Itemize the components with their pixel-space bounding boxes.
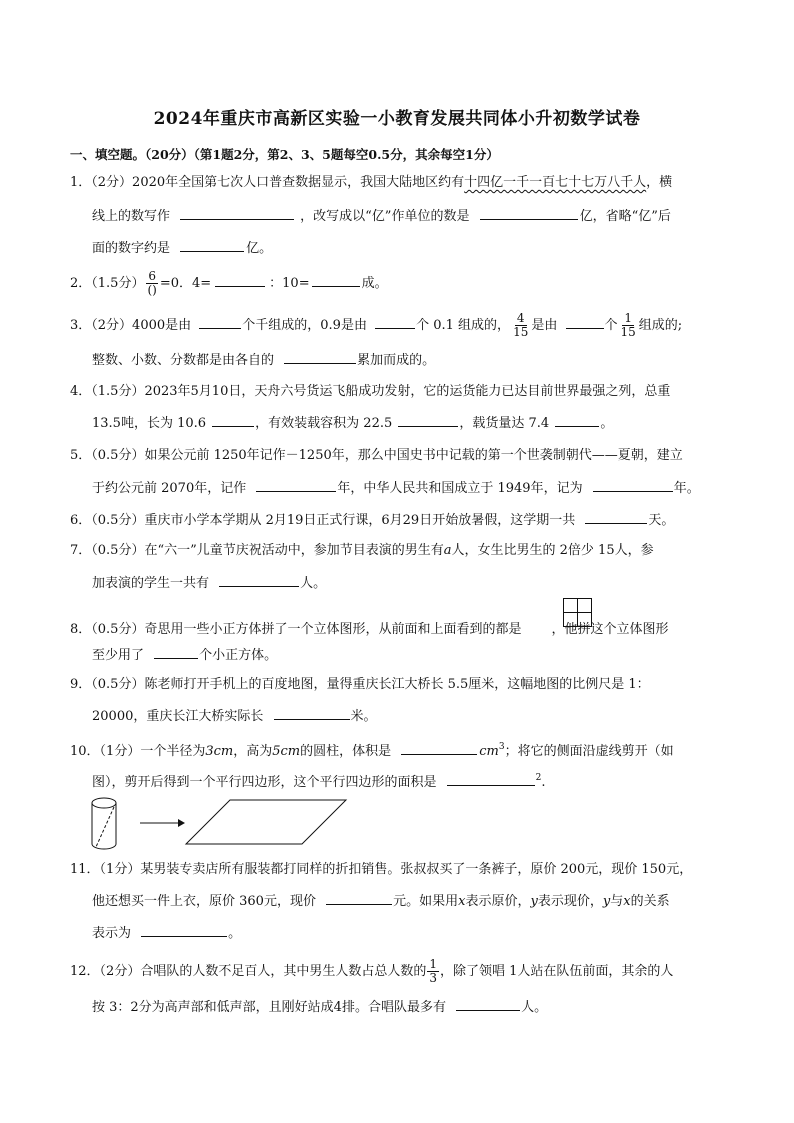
q5-text: 年。 (673, 481, 700, 496)
fraction-denominator: () (147, 283, 157, 297)
q11-text: 表示为 (92, 926, 132, 941)
q8-text: 个小正方体。 (199, 648, 278, 663)
fraction (511, 312, 530, 339)
q11-text: 表示原价， (465, 894, 531, 909)
q11-text: 。 (228, 926, 242, 941)
answer-blank[interactable] (585, 511, 647, 524)
q1-line2 (92, 207, 671, 226)
q7-variable: a (443, 543, 452, 558)
q12-text: ，除了领唱 1人站在队伍前面，其余的人 (439, 964, 674, 979)
q10-superscript: 3 (498, 742, 505, 752)
q11-variable-y: y (602, 894, 611, 909)
fraction (145, 270, 158, 297)
answer-blank[interactable] (312, 274, 360, 287)
section-heading: 一、填空题。（20分）（第1题2分，第2、3、5题每空0.5分，其余每空1分） (70, 147, 499, 162)
q2-text: 成。 (361, 276, 388, 291)
q1-text: ，改写成以“亿”作单位的数是 (300, 209, 470, 224)
q3-text: 累加而成的。 (357, 353, 436, 368)
q11-variable-x: x (458, 894, 466, 909)
q5-line2 (92, 479, 700, 498)
q11-line2 (92, 892, 670, 911)
fraction-numerator: 1 (429, 957, 437, 971)
q9-text: 米。 (350, 709, 377, 724)
fraction-numerator: 1 (624, 311, 632, 325)
q3-text: 组成的; (638, 318, 683, 333)
answer-blank[interactable] (141, 924, 227, 937)
q7-text: 人。 (300, 576, 327, 591)
q10-text: 图），剪开后得到一个平行四边形，这个平行四边形的面积是 (92, 775, 437, 790)
q10-text: . (541, 775, 546, 790)
q2-text: ：10= (269, 276, 310, 291)
q3-text: 是由 (531, 318, 558, 333)
q5-text: 5．（0.5分）如果公元前 1250年记作－1250年，那么中国史书中记载的第一个世袭制朝代——夏朝，建立 (70, 448, 683, 463)
q6-line (70, 511, 674, 530)
q3-line1 (70, 312, 682, 340)
answer-blank[interactable] (456, 998, 520, 1011)
answer-blank[interactable] (256, 479, 336, 492)
answer-blank[interactable] (284, 351, 356, 364)
q12-line1 (70, 958, 673, 986)
q1-text: ，横 (646, 175, 673, 190)
q11-line3 (92, 924, 241, 943)
q12-line2 (92, 998, 547, 1017)
q4-text: 13.5吨，长为 10.6 (92, 416, 207, 431)
q3-text: 整数、小数、分数都是由各自的 (92, 353, 275, 368)
q3-text: 个 0.1 组成的， (416, 318, 511, 333)
q9-line2 (92, 707, 377, 726)
answer-blank[interactable] (566, 316, 604, 329)
q10-line2 (92, 769, 546, 792)
answer-blank[interactable] (180, 239, 244, 252)
fraction (427, 958, 439, 985)
fraction-denominator: 15 (513, 325, 529, 339)
answer-blank[interactable] (199, 316, 241, 329)
q4-text: ，有效装载容积为 22.5 (255, 416, 393, 431)
q8-text: 8．（0.5分）奇思用一些小正方体拼了一个立体图形，从前面和上面看到的都是 (70, 622, 522, 637)
view-icon-spacer (521, 615, 551, 633)
q11-text: 与 (610, 894, 624, 909)
q3-text: 个 (604, 318, 618, 333)
q7-text: 人，女生比男生的 2倍少 15人，参 (451, 543, 654, 558)
fraction-denominator: 15 (620, 325, 636, 339)
fraction-numerator: 6 (148, 269, 156, 283)
q1-text: 亿，省略“亿”后 (579, 209, 671, 224)
q6-text: 天。 (648, 513, 675, 528)
q10-superscript: 2 (535, 773, 542, 783)
q10-text: 10．（1分）一个半径为 (70, 744, 206, 759)
q10-text: 的圆柱，体积是 (300, 744, 392, 759)
q5-line1 (70, 447, 683, 465)
q7-text: 加表演的学生一共有 (92, 576, 210, 591)
q8-line2 (92, 646, 277, 665)
q1-line3 (92, 239, 272, 258)
page-title: 2024年重庆市高新区实验一小教育发展共同体小升初数学试卷 (153, 109, 641, 129)
q4-text: 4．（1.5分）2023年5月10日，天舟六号货运飞船成功发射，它的运货能力已达目前世界最强之列，总重 (70, 384, 671, 399)
four-squares-view-icon (563, 598, 592, 627)
q3-text: 个千组成的，0.9是由 (242, 318, 367, 333)
q10-line1 (70, 738, 674, 761)
q3-line2 (92, 351, 435, 370)
cylinder-shape (92, 798, 116, 849)
q5-text: 于约公元前 2070年，记作 (92, 481, 247, 496)
q10-text: ，高为 (233, 744, 273, 759)
q5-text: 年，中华人民共和国成立于 1949年，记为 (337, 481, 583, 496)
answer-blank[interactable] (555, 414, 599, 427)
q11-variable-x: x (623, 894, 631, 909)
answer-blank[interactable] (398, 414, 458, 427)
answer-blank[interactable] (401, 742, 477, 755)
q7-line2 (92, 574, 326, 593)
q2-line (70, 270, 388, 298)
q9-text: 9．（0.5分）陈老师打开手机上的百度地图，量得重庆长江大桥长 5.5厘米，这幅地图的比例尺是 1： (70, 677, 650, 692)
answer-blank[interactable] (212, 414, 254, 427)
q6-text: 6．（0.5分）重庆市小学本学期从 2月19日正式行课，6月29日开始放暑假，这学期一共 (70, 513, 576, 528)
answer-blank[interactable] (326, 892, 392, 905)
cylinder-unroll-figure (90, 796, 348, 852)
q1-wavy-text: 十四亿一千一百七十七万八千人 (464, 175, 647, 190)
answer-blank[interactable] (375, 316, 415, 329)
answer-blank[interactable] (219, 574, 299, 587)
q2-text: 2．（1.5分） (70, 276, 145, 291)
answer-blank[interactable] (593, 479, 673, 492)
q11-text: 他还想买一件上衣，原价 360元，现价 (92, 894, 316, 909)
q2-text: =0．4= (159, 276, 212, 291)
answer-blank[interactable] (154, 646, 198, 659)
answer-blank[interactable] (480, 207, 578, 220)
q11-text: 表示现价， (537, 894, 603, 909)
q4-line2 (92, 414, 613, 433)
q11-line1 (70, 861, 692, 879)
q10-text: ；将它的侧面沿虚线剪开（如 (504, 744, 674, 759)
q12-text: 12．（2分）合唱队的人数不足百人，其中男生人数占总人数的 (70, 964, 427, 979)
q11-text: 元。如果用 (393, 894, 459, 909)
fraction-numerator: 4 (516, 311, 525, 325)
answer-blank[interactable] (215, 274, 265, 287)
fraction (619, 312, 638, 339)
q11-text: 11．（1分）某男装专卖店所有服装都打同样的折扣销售。张叔叔买了一条裤子，原价 200元，现价 150元， (70, 862, 693, 877)
answer-blank[interactable] (447, 773, 535, 786)
parallelogram-shape (186, 800, 346, 844)
q1-text: 1．（2分）2020年全国第七次人口普查数据显示，我国大陆地区约有 (70, 175, 465, 190)
q1-text: 线上的数写作 (92, 209, 171, 224)
arrow-right-icon (140, 819, 185, 827)
answer-blank[interactable] (180, 207, 294, 220)
q8-text: 至少用了 (92, 648, 145, 663)
q11-text: 的关系 (630, 894, 670, 909)
q11-variable-y: y (530, 894, 538, 909)
answer-blank[interactable] (274, 707, 350, 720)
q3-text: 3．（2分）4000是由 (70, 318, 192, 333)
q4-text: 。 (600, 416, 614, 431)
q8-text: ，他拼这个立体图形 (551, 622, 669, 637)
q7-line1 (70, 542, 654, 560)
q9-text: 20000，重庆长江大桥实际长 (92, 709, 264, 724)
q9-line1 (70, 676, 650, 694)
q1-text: 亿。 (246, 241, 273, 256)
q10-unit: cm (479, 744, 499, 759)
fraction-denominator: 3 (429, 971, 437, 985)
q10-radius: 3cm (205, 744, 234, 759)
q1-text: 面的数字约是 (92, 241, 171, 256)
q4-text: ，载货量达 7.4 (459, 416, 550, 431)
q4-line1 (70, 383, 670, 401)
q7-text: 7．（0.5分）在“六一”儿童节庆祝活动中，参加节目表演的男生有 (70, 543, 444, 558)
q10-height: 5cm (272, 744, 301, 759)
q1-line1 (70, 174, 672, 192)
q12-text: 按 3：2分为高声部和低声部，且刚好站成4排。合唱队最多有 (92, 1000, 446, 1015)
q12-text: 人。 (521, 1000, 548, 1015)
